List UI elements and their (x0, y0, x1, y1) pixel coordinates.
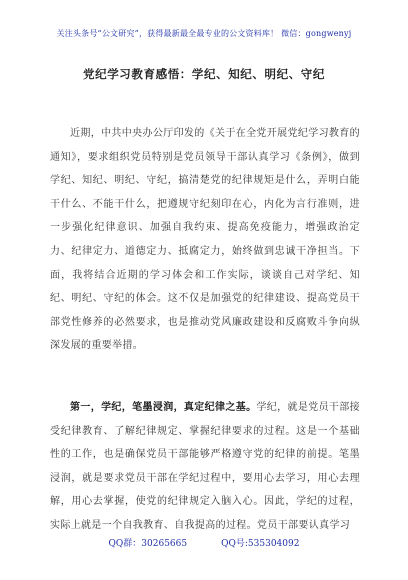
header-banner: 关注头条号“公文研究”，获得最新最全最专业的公文资料库！ 微信：gongwenyj (56, 29, 352, 38)
qq-group-text: QQ群：30265665 (108, 539, 188, 549)
document-title: 党纪学习教育感悟：学纪、知纪、明纪、守纪 (83, 67, 325, 81)
qq-number-text: QQ号:535304092 (221, 539, 300, 549)
paragraph-2-body: 学纪，就是党员干部接受纪律教育、了解纪律规定、掌握纪律要求的过程。这是一个基础性的工作，也是确保党员干部能够严格遵守党的纪律的前提。笔墨浸润，就是要求党员干部在学纪过程中，要用心去学习，用心去理解，用心去掌握，使党的纪律规定入脑入心。因此，学纪的过程，实际上就是一个自我教育、自我提高的过程。党员干部要认真学习 (50, 402, 360, 531)
paragraph-1: 近期，中共中央办公厅印发的《关于在全党开展党纪学习教育的通知》，要求组织党员特别是党员领导干部认真学习《条例》，做到学纪、知纪、明纪、守纪，搞清楚党的纪律规矩是什么，弄明白能干什么、不能干什么，把遵规守纪刻印在心，内化为言行准则，进一步强化纪律意识、加强自我约束、提高免疫能力，增强政治定力、纪律定力、道德定力、抵腐定力，始终做到忠诚干净担当。下面，我将结合近期的学习体会和工作实际，谈谈自己对学纪、知纪、明纪、守纪的体会。这不仅是加强党的纪律建设、提高党员干部党性修养的必然要求，也是推动党风廉政建设和反腐败斗争向纵深发展的重要举措。 (50, 128, 360, 352)
footer-contact (0, 536, 408, 549)
paragraph-2 (50, 396, 360, 538)
paragraph-2-lead: 第一，学纪，笔墨浸润，真定纪律之基。 (70, 402, 257, 413)
